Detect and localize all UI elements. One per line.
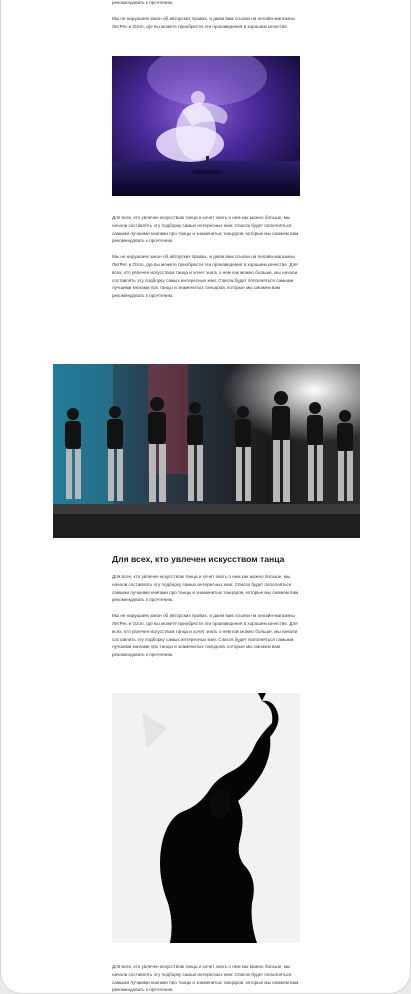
text-block-top — [112, 0, 302, 30]
text-block-1 — [112, 214, 302, 300]
paragraph-3: Для всех, кто увлечен искусством танца и хочет знать о нем как можно больше, мы начали составлять эту подборку самых интересных книг. Список будет пополняться самыми лучшими книгами про танцы и знаменитых танцоров, которые мы сможем вам рекомендовать к прочтению. — [112, 964, 299, 993]
paragraph-2b: Мы не нарушаем закон об авторских правах, и даем вам ссылки на онлайн-магазины ЛитРес и Ozon, где вы можете приобрести эти произведения в хорошем качестве. Для всех, кто увлечен искусством танца и хочет знать о нем как можно больше, мы начали составлять эту подборку самых интересных книг. Список будет пополняться самыми лучшими книгами про танцы и знаменитых танцоров, которые мы сможем вам рекомендовать к прочтению. — [112, 613, 298, 658]
paragraph-1b: Мы не нарушаем закон об авторских правах, и даем вам ссылки на онлайн-магазины ЛитРес и Ozon, где вы можете приобрести эти произведения в хорошем качестве. Для всех, кто увлечен искусством танца и хочет знать о нем как можно больше, мы начали составлять эту подборку самых интересных книг. Список будет пополняться самыми лучшими книгами про танцы и знаменитых танцоров, которые мы сможем вам рекомендовать к прочтению. — [112, 254, 298, 299]
spinning-dancer-photo — [112, 56, 300, 196]
paragraph-1a: Для всех, кто увлечен искусством танца и хочет знать о нем как можно больше, мы начали составлять эту подборку самых интересных книг. Список будет пополняться самыми лучшими книгами про танцы и знаменитых танцоров, которые мы сможем вам рекомендовать к прочтению. — [112, 215, 299, 244]
text-block-3 — [112, 963, 302, 994]
text-block-2 — [112, 554, 312, 659]
dance-group-photo — [53, 364, 360, 538]
paragraph-top: Мы не нарушаем закон об авторских правах, и даем вам ссылки на онлайн-магазины ЛитРес и Ozon, где вы можете приобрести эти произведения в хорошем качестве. — [112, 15, 295, 29]
top-fragment: рекомендовать к прочтению. — [112, 0, 174, 5]
section-heading: Для всех, кто увлечен искусством танца — [112, 554, 285, 564]
silhouette-dancer-photo — [112, 693, 300, 943]
paragraph-2a: Для всех, кто увлечен искусством танца и хочет знать о нем как можно больше, мы начали составлять эту подборку самых интересных книг. Список будет пополняться самыми лучшими книгами про танцы и знаменитых танцоров, которые мы сможем вам рекомендовать к прочтению. — [112, 574, 299, 603]
article-content[interactable] — [1, 0, 410, 993]
